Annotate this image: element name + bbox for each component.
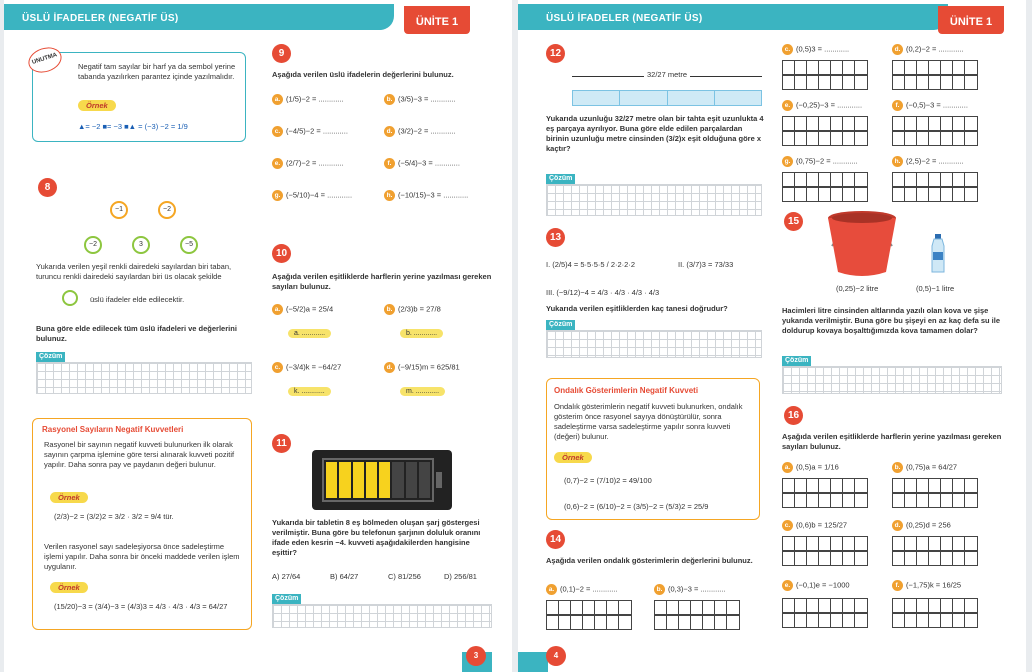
extra-item-f[interactable]: f. (−0,5)−3 = ............ — [892, 100, 968, 111]
q9-item-b[interactable]: b. (3/5)−3 = ............ — [384, 94, 456, 105]
q13-item-3: III. (−9/12)−4 = 4/3 · 4/3 · 4/3 · 4/3 — [546, 288, 660, 297]
q16-number: 16 — [784, 406, 803, 425]
q10-answer-k[interactable]: k. ............ — [288, 386, 331, 396]
rasyonel-ornek-1: Örnek — [50, 492, 88, 503]
battery-cell — [353, 462, 364, 498]
left-page — [4, 0, 512, 672]
q16-text: Aşağıda verilen eşitliklerde harflerin yerine yazılması gereken sayıları bulunuz. — [782, 432, 1002, 451]
q13-text: Yukarıda verilen eşitliklerden kaç tanesi doğrudur? — [546, 304, 728, 313]
q14-item-b[interactable]: b. (0,3)−3 = ............ — [654, 584, 726, 595]
right-page-number: 4 — [546, 646, 566, 666]
q11-cozum-label: Çözüm — [272, 594, 301, 604]
bottle-icon — [930, 234, 946, 274]
q8-text-1b: üslü ifadeler elde edilecektir. — [90, 295, 185, 304]
q8-text-2: Buna göre elde edilecek tüm üslü ifadeleri ve değerlerini bulunuz. — [36, 324, 237, 343]
q13-cozum-label: Çözüm — [546, 320, 575, 330]
bucket-label: (0,25)−2 litre — [836, 284, 879, 293]
ondalik-p1: Ondalık gösterimlerin negatif kuvveti bulunurken, ondalık gösterim önce rasyonel sayıya dönüştürülür, sonra sadeleştirme varsa sadeleştirme yapılır sonra kuvveti (değeri) bulunur. — [554, 402, 743, 441]
q15-number: 15 — [784, 212, 803, 231]
q16-item-c: c. (0,6)b = 125/27 — [782, 520, 847, 531]
q14-a-boxes-2[interactable] — [546, 614, 632, 630]
ondalik-ex1: (0,7)−2 = (7/10)2 = 49/100 — [564, 476, 652, 485]
battery-image — [312, 450, 452, 510]
extra-item-c[interactable]: c. (0,5)3 = ............ — [782, 44, 849, 55]
ondalik-box — [546, 378, 760, 520]
right-unite-badge: ÜNİTE 1 — [938, 6, 1004, 34]
q9-text: Aşağıda verilen üslü ifadelerin değerlerini bulunuz. — [272, 70, 454, 79]
ondalik-title: Ondalık Gösterimlerin Negatif Kuvveti — [554, 386, 699, 395]
extra-f-boxes-2[interactable] — [892, 130, 978, 146]
rasyonel-p2: Verilen rasyonel sayı sadeleşiyorsa önce sadeleştirme işlemi yapılır. Daha sonra bir önceki maddede verilen işlem uygulanır. — [44, 542, 240, 571]
bottle-label: (0,5)−1 litre — [916, 284, 955, 293]
left-page-number: 3 — [466, 646, 486, 666]
q9-item-h[interactable]: h. (−10/15)−3 = ............ — [384, 190, 468, 201]
q8-circle-green-2: 3 — [132, 236, 150, 254]
extra-item-g[interactable]: g. (0,75)−2 = ............ — [782, 156, 858, 167]
battery-cell — [326, 462, 337, 498]
left-unite-badge: ÜNİTE 1 — [404, 6, 470, 34]
q8-inline-circle — [62, 290, 78, 306]
q11-option-a[interactable]: A) 27/64 — [272, 572, 301, 581]
battery-cell — [339, 462, 350, 498]
q14-b-boxes-2[interactable] — [654, 614, 740, 630]
q16-item-f: f. (−1,75)k = 16/25 — [892, 580, 961, 591]
unutma-text: Negatif tam sayılar bir harf ya da sembol yerine tabanda yazılırken parantez içinde yazılmalıdır. — [78, 62, 236, 81]
q16-item-b: b. (0,75)a = 64/27 — [892, 462, 957, 473]
q11-answer-grid[interactable] — [272, 604, 492, 628]
q16-e-boxes-2[interactable] — [782, 612, 868, 628]
rasyonel-ornek-2: Örnek — [50, 582, 88, 593]
q11-option-d[interactable]: D) 256/81 — [444, 572, 477, 581]
q16-b-boxes-2[interactable] — [892, 492, 978, 508]
q16-item-a: a. (0,5)a = 1/16 — [782, 462, 839, 473]
q8-circle-orange-1: −1 — [110, 201, 128, 219]
q16-item-d: d. (0,25)d = 256 — [892, 520, 951, 531]
q8-text-1: Yukarıda verilen yeşil renkli dairedeki sayılardan biri taban, turuncu renkli dairedeki sayılardan biri üs olacak şekilde — [36, 262, 232, 281]
battery-cell — [392, 462, 403, 498]
q9-item-a[interactable]: a. (1/5)−2 = ............ — [272, 94, 344, 105]
q16-f-boxes-2[interactable] — [892, 612, 978, 628]
q8-circle-orange-2: −2 — [158, 201, 176, 219]
extra-item-h[interactable]: h. (2,5)−2 = ............ — [892, 156, 964, 167]
battery-cell — [406, 462, 417, 498]
bucket-icon — [822, 206, 902, 280]
extra-g-boxes-2[interactable] — [782, 186, 868, 202]
extra-h-boxes-2[interactable] — [892, 186, 978, 202]
ondalik-ornek: Örnek — [554, 452, 592, 463]
q10-answer-b[interactable]: b. ............ — [400, 328, 443, 338]
extra-item-e[interactable]: e. (−0,25)−3 = ............ — [782, 100, 862, 111]
q13-item-1: I. (2/5)4 = 5·5·5·5 / 2·2·2·2 — [546, 260, 635, 269]
battery-tip — [436, 472, 442, 488]
q10-answer-m[interactable]: m. ............ — [400, 386, 445, 396]
unutma-stamp: UNUTMA — [25, 43, 65, 76]
q10-item-a: a. (−5/2)a = 25/4 — [272, 304, 333, 315]
unutma-example: ▲= −2 ■= −3 ■▲ = (−3) −2 = 1/9 — [78, 122, 188, 131]
q12-number: 12 — [546, 44, 565, 63]
plank — [572, 90, 762, 106]
q11-option-c[interactable]: C) 81/256 — [388, 572, 421, 581]
q8-number: 8 — [38, 178, 57, 197]
right-header-title: ÜSLÜ İFADELER (NEGATİF ÜS) — [546, 13, 703, 24]
q15-answer-grid[interactable] — [782, 366, 1002, 394]
extra-c-boxes-2[interactable] — [782, 74, 868, 90]
q11-number: 11 — [272, 434, 291, 453]
q14-text: Aşağıda verilen ondalık gösterimlerin değerlerini bulunuz. — [546, 556, 753, 565]
right-header — [518, 0, 1026, 34]
q12-text: Yukarıda uzunluğu 32/27 metre olan bir tahta eşit uzunlukta 4 eş parçaya ayrılıyor. Buna göre elde edilen parçalardan birinin uzunluğu metre cinsinden (3/2)x eşit olduğuna göre x kaçtır? — [546, 114, 764, 153]
q11-text: Yukarıda bir tabletin 8 eş bölmeden oluşan şarj göstergesi verilmiştir. Buna göre bu telefonun şarjının doluluk oranını ifade eden kesrin −4. kuvveti aşağıdakilerden hangisine eşittir? — [272, 518, 481, 557]
rasyonel-ex1: (2/3)−2 = (3/2)2 = 3/2 · 3/2 = 9/4 tür. — [54, 512, 174, 521]
q12-cozum-label: Çözüm — [546, 174, 575, 184]
extra-e-boxes-2[interactable] — [782, 130, 868, 146]
battery-cell — [379, 462, 390, 498]
q10-item-c: c. (−3/4)k = −64/27 — [272, 362, 341, 373]
q12-answer-grid[interactable] — [546, 184, 762, 216]
q13-number: 13 — [546, 228, 565, 247]
q10-number: 10 — [272, 244, 291, 263]
q16-d-boxes-2[interactable] — [892, 550, 978, 566]
q10-answer-a[interactable]: a. ............ — [288, 328, 331, 338]
battery-cell — [419, 462, 430, 498]
q9-item-f[interactable]: f. (−5/4)−3 = ............ — [384, 158, 460, 169]
q9-item-c[interactable]: c. (−4/5)−2 = ............ — [272, 126, 348, 137]
left-header-title: ÜSLÜ İFADELER (NEGATİF ÜS) — [22, 13, 179, 24]
q8-answer-grid[interactable] — [36, 362, 252, 394]
q9-item-e[interactable]: e. (2/7)−2 = ............ — [272, 158, 344, 169]
rasyonel-title: Rasyonel Sayıların Negatif Kuvvetleri — [42, 425, 184, 434]
q14-number: 14 — [546, 530, 565, 549]
rasyonel-ex2: (15/20)−3 = (3/4)−3 = (4/3)3 = 4/3 · 4/3 · 4/3 = 64/27 — [54, 602, 228, 611]
q8-circle-green-1: −2 — [84, 236, 102, 254]
rasyonel-p1: Rasyonel bir sayının negatif kuvveti bulunurken ilk olarak sayının çarpma işlemine göre tersi alınarak kuvveti pozitif yapılır. Daha sonra pay ve paydanın değeri bulunur. — [44, 440, 235, 469]
q14-item-a[interactable]: a. (0,1)−2 = ............ — [546, 584, 618, 595]
ruler-label: 32/27 metre — [644, 70, 690, 80]
ondalik-ex2: (0,6)−2 = (6/10)−2 = (3/5)−2 = (5/3)2 = 25/9 — [564, 502, 709, 511]
q10-item-d: d. (−9/15)m = 625/81 — [384, 362, 460, 373]
q10-text: Aşağıda verilen eşitliklerde harflerin yerine yazılması gereken sayıları bulunuz. — [272, 272, 492, 291]
q15-text: Hacimleri litre cinsinden altlarında yazılı olan kova ve şişe yukarıda verilmiştir. Buna göre bu şişeyi en az kaç defa su ile doldurup kovaya boşalttığımızda kova tamamen dolar? — [782, 306, 1001, 335]
q16-item-e: e. (−0,1)e = −1000 — [782, 580, 850, 591]
q9-number: 9 — [272, 44, 291, 63]
q10-item-b: b. (2/3)b = 27/8 — [384, 304, 441, 315]
q9-item-g[interactable]: g. (−5/10)−4 = ............ — [272, 190, 352, 201]
right-page — [518, 0, 1026, 672]
unutma-ornek: Örnek — [78, 100, 116, 111]
q13-item-2: II. (3/7)3 = 73/33 — [678, 260, 734, 269]
q13-answer-grid[interactable] — [546, 330, 762, 358]
q8-cozum-label: Çözüm — [36, 352, 65, 362]
q9-item-d[interactable]: d. (3/2)−2 = ............ — [384, 126, 456, 137]
q16-a-boxes-2[interactable] — [782, 492, 868, 508]
q15-cozum-label: Çözüm — [782, 356, 811, 366]
extra-item-d[interactable]: d. (0,2)−2 = ............ — [892, 44, 964, 55]
q16-c-boxes-2[interactable] — [782, 550, 868, 566]
q11-option-b[interactable]: B) 64/27 — [330, 572, 359, 581]
q8-circle-green-3: −5 — [180, 236, 198, 254]
extra-d-boxes-2[interactable] — [892, 74, 978, 90]
battery-cell — [366, 462, 377, 498]
left-header — [4, 0, 512, 34]
battery-cells — [322, 458, 434, 502]
